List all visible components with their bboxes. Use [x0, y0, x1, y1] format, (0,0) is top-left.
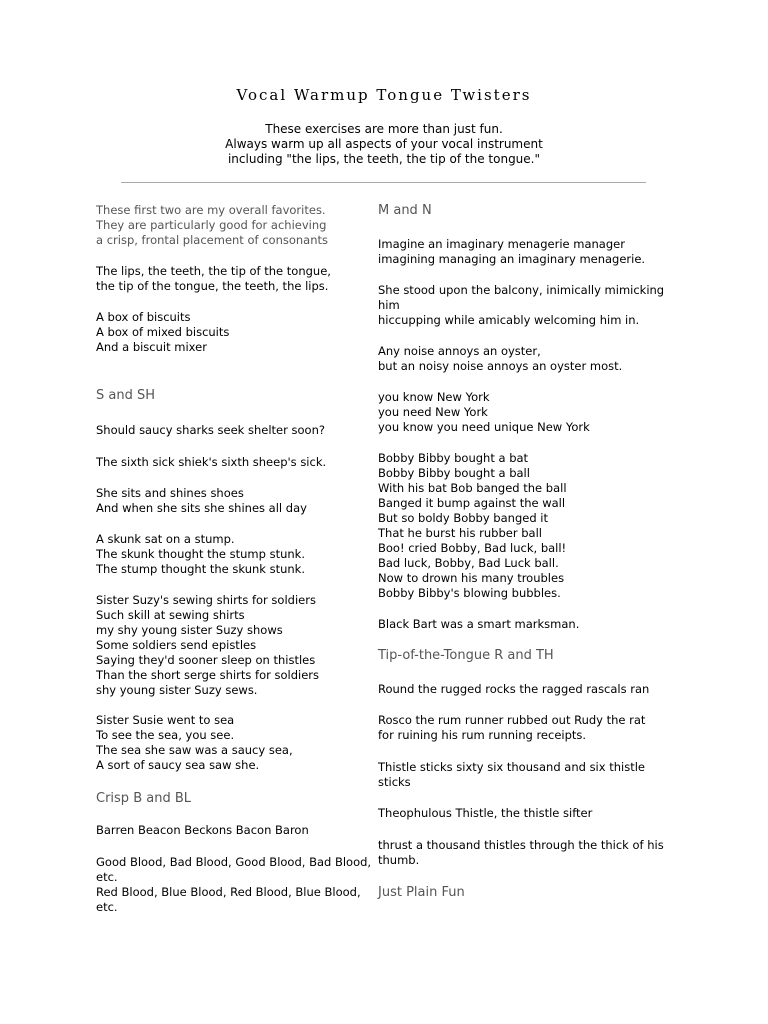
divider	[121, 182, 646, 183]
intro-line: Always warm up all aspects of your vocal instrument	[225, 137, 543, 151]
twister-thistle-sifter: Theophulous Thistle, the thistle sifter	[378, 806, 593, 820]
twister-thrust: thrust a thousand thistles through the thick of his thumb.	[378, 838, 664, 867]
twister-shoes: She sits and shines shoes And when she sits she shines all day	[96, 486, 307, 515]
intro-line: These exercises are more than just fun.	[265, 122, 503, 136]
twister-new-york: you know New York you need New York you know you need unique New York	[378, 390, 590, 434]
twister-lips: The lips, the teeth, the tip of the tongue, the tip of the tongue, the teeth, the lips.	[96, 264, 331, 293]
twister-blood-red-blue: Red Blood, Blue Blood, Red Blood, Blue Blood, etc.	[96, 885, 361, 914]
page-title: Vocal Warmup Tongue Twisters	[236, 86, 532, 104]
twister-sharks: Should saucy sharks seek shelter soon?	[96, 423, 325, 437]
twister-rosco: Rosco the rum runner rubbed out Rudy the rat for ruining his rum running receipts.	[378, 713, 646, 742]
favorites-note: These first two are my overall favorites. They are particularly good for achieving a crisp, frontal placement of consonants	[96, 203, 329, 247]
section-heading-m-n: M and N	[378, 203, 432, 218]
twister-oyster: Any noise annoys an oyster, but an noisy noise annoys an oyster most.	[378, 344, 623, 373]
intro-line: including "the lips, the teeth, the tip of the tongue."	[227, 152, 541, 166]
twister-bobby-bibby: Bobby Bibby bought a bat Bobby Bibby bought a ball With his bat Bob banged the ball Banged it bump against the wall But so boldy Bobby banged it That he burst his rubber ball Boo! cried Bobby, Bad luck, ball! Bad luck, Bobby, Bad Luck ball. Now to drown his many troubles Bobby Bibby's blowing bubbles.	[378, 451, 567, 600]
twister-menagerie: Imagine an imaginary menagerie manager imagining managing an imaginary menagerie.	[378, 237, 646, 266]
twister-sheik: The sixth sick shiek's sixth sheep's sick.	[96, 455, 327, 469]
twister-baron: Barren Beacon Beckons Bacon Baron	[96, 823, 309, 837]
twister-susie: Sister Susie went to sea To see the sea, you see. The sea she saw was a saucy sea, A sort of saucy sea saw she.	[96, 713, 293, 772]
twister-suzy: Sister Suzy's sewing shirts for soldiers Such skill at sewing shirts my shy young sister Suzy shows Some soldiers send epistles Saying they'd sooner sleep on thistles Than the short serge shirts for soldiers shy young sister Suzy sews.	[96, 593, 320, 697]
twister-black-bart: Black Bart was a smart marksman.	[378, 617, 580, 631]
twister-thistle-sticks: Thistle sticks sixty six thousand and six thistle sticks	[378, 760, 645, 789]
twister-skunk: A skunk sat on a stump. The skunk thought the stump stunk. The stump thought the skunk stunk.	[96, 532, 305, 576]
section-heading-fun: Just Plain Fun	[378, 885, 465, 900]
section-heading-s-sh: S and SH	[96, 388, 156, 403]
twister-blood-good-bad: Good Blood, Bad Blood, Good Blood, Bad Blood, etc.	[96, 855, 372, 884]
intro-text	[0, 122, 768, 167]
twister-rascals: Round the rugged rocks the ragged rascals ran	[378, 682, 650, 696]
section-heading-b-bl: Crisp B and BL	[96, 791, 191, 806]
twister-biscuits: A box of biscuits A box of mixed biscuits And a biscuit mixer	[96, 310, 230, 354]
twister-balcony: She stood upon the balcony, inimically mimicking him hiccupping while amicably welcoming him in.	[378, 283, 665, 327]
section-heading-r-th: Tip-of-the-Tongue R and TH	[378, 648, 554, 663]
